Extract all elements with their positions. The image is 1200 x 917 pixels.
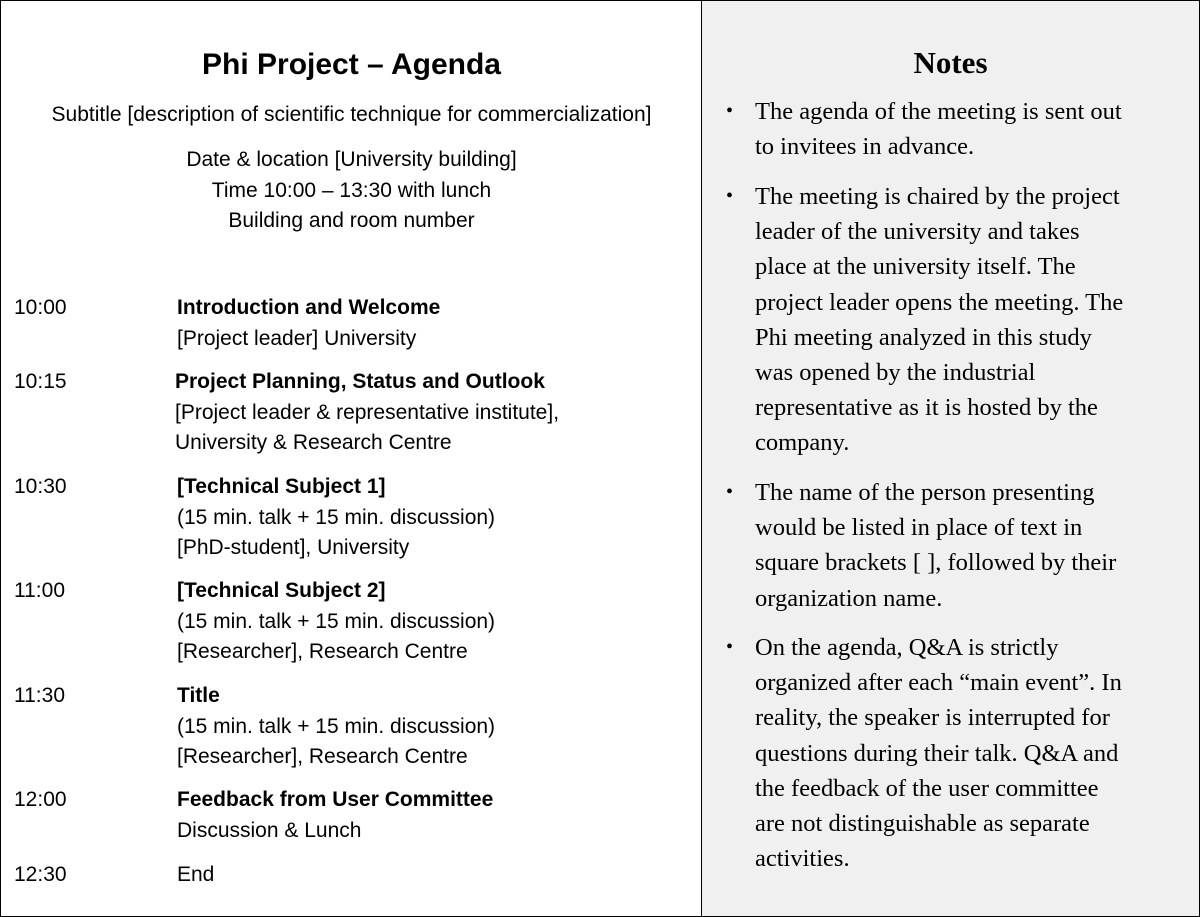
- note-line: On the agenda, Q&A is strictly: [755, 634, 1059, 661]
- note-line: organized after each “main event”. In: [755, 669, 1122, 697]
- agenda-item-body: [177, 472, 495, 564]
- agenda-time: 12:00: [14, 788, 67, 811]
- agenda-item-line: End: [177, 863, 215, 886]
- note-text: [755, 94, 1122, 164]
- agenda-info: [1, 145, 702, 237]
- agenda-title: Phi Project – Agenda: [202, 48, 501, 81]
- note-line: questions during their talk. Q&A and: [755, 739, 1119, 767]
- agenda-panel: [1, 1, 702, 916]
- notes-panel: [702, 1, 1199, 916]
- agenda-item-body: [177, 785, 493, 846]
- notes-title: Notes: [913, 45, 988, 80]
- note-line: activities.: [755, 845, 850, 873]
- agenda-item-body: [177, 860, 214, 891]
- agenda-subtitle: Subtitle [description of scientific technique for commercialization]: [51, 103, 652, 126]
- note-line: company.: [755, 429, 850, 457]
- agenda-item-line: [PhD-student], University: [177, 536, 410, 559]
- bullet-dot-icon: •: [726, 185, 734, 207]
- agenda-item-body: [177, 576, 495, 668]
- info-line-room: Building and room number: [228, 209, 475, 232]
- agenda-item-line: (15 min. talk + 15 min. discussion): [177, 714, 496, 738]
- note-line: The meeting is chaired by the project: [755, 183, 1120, 210]
- note-line: reality, the speaker is interrupted for: [755, 704, 1110, 732]
- agenda-time: 11:30: [14, 684, 65, 707]
- note-line: the feedback of the user committee: [755, 774, 1099, 802]
- note-line: Phi meeting analyzed in this study: [755, 323, 1092, 351]
- note-line: would be listed in place of text in: [755, 514, 1083, 542]
- note-line: square brackets [ ], followed by their: [755, 549, 1117, 577]
- agenda-item-line: [Researcher], Research Centre: [177, 640, 468, 663]
- agenda-time: 10:15: [14, 370, 67, 393]
- agenda-item-heading: Feedback from User Committee: [177, 788, 494, 811]
- note-line: organization name.: [755, 584, 943, 612]
- agenda-time: 11:00: [14, 579, 65, 602]
- agenda-item-body: [175, 367, 559, 459]
- agenda-item-line: (15 min. talk + 15 min. discussion): [177, 609, 496, 633]
- note-line: was opened by the industrial: [755, 359, 1036, 387]
- agenda-item-body: [177, 293, 440, 354]
- note-line: project leader opens the meeting. The: [755, 288, 1124, 316]
- agenda-item-heading: [Technical Subject 2]: [177, 579, 386, 602]
- info-line-date-location: Date & location [University building]: [186, 148, 517, 171]
- agenda-item-heading: Title: [177, 684, 220, 707]
- note-text: [755, 179, 1123, 461]
- agenda-item-line: [Researcher], Research Centre: [177, 745, 468, 768]
- agenda-item-line: University & Research Centre: [175, 431, 452, 454]
- bullet-dot-icon: •: [726, 636, 734, 658]
- agenda-item-line: (15 min. talk + 15 min. discussion): [177, 505, 496, 529]
- agenda-item-heading: Introduction and Welcome: [177, 296, 441, 319]
- note-line: The agenda of the meeting is sent out: [755, 98, 1122, 125]
- note-line: The name of the person presenting: [755, 479, 1095, 506]
- agenda-time: 10:30: [14, 475, 67, 498]
- agenda-item-line: Discussion & Lunch: [177, 818, 362, 842]
- bullet-dot-icon: •: [726, 481, 734, 503]
- note-text: [755, 475, 1116, 616]
- note-line: leader of the university and takes: [755, 218, 1080, 246]
- note-line: are not distinguishable as separate: [755, 810, 1090, 838]
- note-text: [755, 630, 1122, 876]
- info-line-time: Time 10:00 – 13:30 with lunch: [211, 178, 492, 202]
- bullet-dot-icon: •: [726, 100, 734, 122]
- agenda-item-heading: [Technical Subject 1]: [177, 475, 386, 498]
- note-line: to invitees in advance.: [755, 133, 975, 161]
- agenda-item-body: [177, 681, 495, 773]
- agenda-item-line: [Project leader] University: [177, 326, 417, 350]
- note-line: place at the university itself. The: [755, 253, 1076, 281]
- agenda-item-heading: Project Planning, Status and Outlook: [175, 370, 545, 393]
- agenda-time: 12:30: [14, 863, 67, 886]
- note-line: representative as it is hosted by the: [755, 394, 1098, 422]
- agenda-item-line: [Project leader & representative institute],: [175, 400, 560, 424]
- agenda-time: 10:00: [14, 296, 67, 319]
